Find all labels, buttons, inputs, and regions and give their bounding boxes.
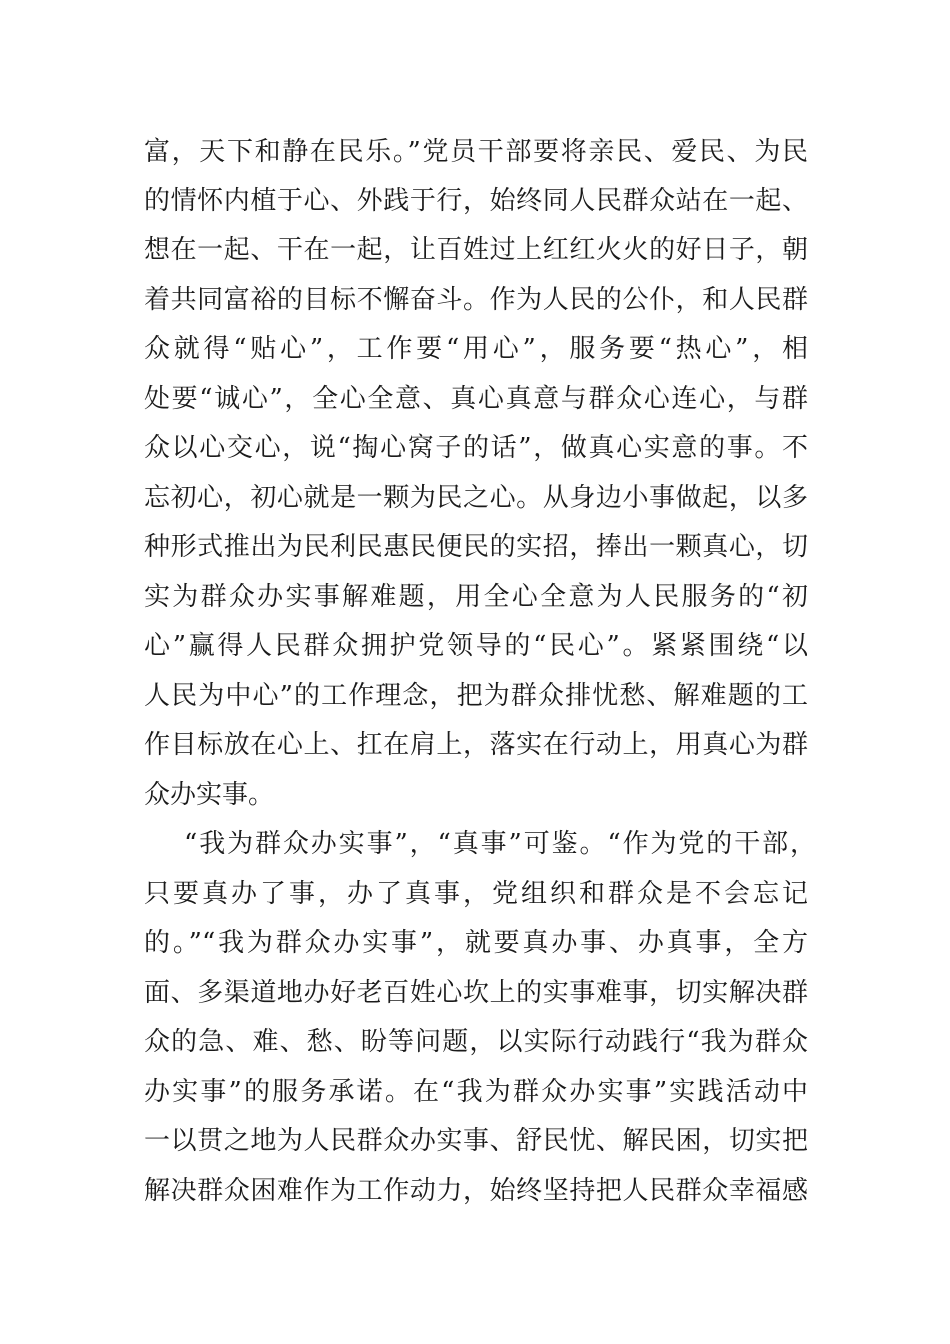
paragraph-line: 心”赢得人民群众拥护党领导的“民心”。紧紧围绕“以 (144, 631, 808, 661)
paragraph-line: 忘初心，初心就是一颗为民之心。从身边小事做起，以多 (144, 483, 808, 513)
paragraph-line: 众以心交心，说“掏心窝子的话”，做真心实意的事。不 (144, 433, 808, 463)
paragraph-line: 作目标放在心上、扛在肩上，落实在行动上，用真心为群 (144, 730, 808, 760)
paragraph-line: 实为群众办实事解难题，用全心全意为人民服务的“初 (144, 582, 808, 612)
paragraph-line: 种形式推出为民利民惠民便民的实招，捧出一颗真心，切 (144, 532, 808, 562)
paragraph-line: 着共同富裕的目标不懈奋斗。作为人民的公仆，和人民群 (144, 285, 808, 315)
paragraph-line: 只要真办了事，办了真事，党组织和群众是不会忘记 (144, 879, 808, 909)
paragraph-line: 的。”“我为群众办实事”，就要真办事、办真事，全方 (144, 928, 808, 958)
paragraph-line: 众就得“贴心”，工作要“用心”，服务要“热心”，相 (144, 334, 808, 364)
paragraph-line: 想在一起、干在一起，让百姓过上红红火火的好日子，朝 (144, 235, 808, 265)
paragraph-line: 一以贯之地为人民群众办实事、舒民忧、解民困，切实把 (144, 1126, 808, 1156)
paragraph-line: 的情怀内植于心、外践于行，始终同人民群众站在一起、 (144, 186, 808, 216)
paragraph-line: “我为群众办实事”，“真事”可鉴。“作为党的干部， (184, 829, 816, 859)
paragraph-line: 办实事”的服务承诺。在“我为群众办实事”实践活动中 (144, 1077, 808, 1107)
paragraph-line: 解决群众困难作为工作动力，始终坚持把人民群众幸福感 (144, 1176, 808, 1206)
paragraph-line: 处要“诚心”，全心全意、真心真意与群众心连心，与群 (144, 384, 808, 414)
paragraph-line: 面、多渠道地办好老百姓心坎上的实事难事，切实解决群 (144, 978, 808, 1008)
paragraph-line: 富，天下和静在民乐。”党员干部要将亲民、爱民、为民 (144, 137, 808, 167)
paragraph-line: 众的急、难、愁、盼等问题，以实际行动践行“我为群众 (144, 1027, 808, 1057)
paragraph-line: 人民为中心”的工作理念，把为群众排忧愁、解难题的工 (144, 681, 808, 711)
paragraph-line: 众办实事。 (144, 780, 275, 810)
